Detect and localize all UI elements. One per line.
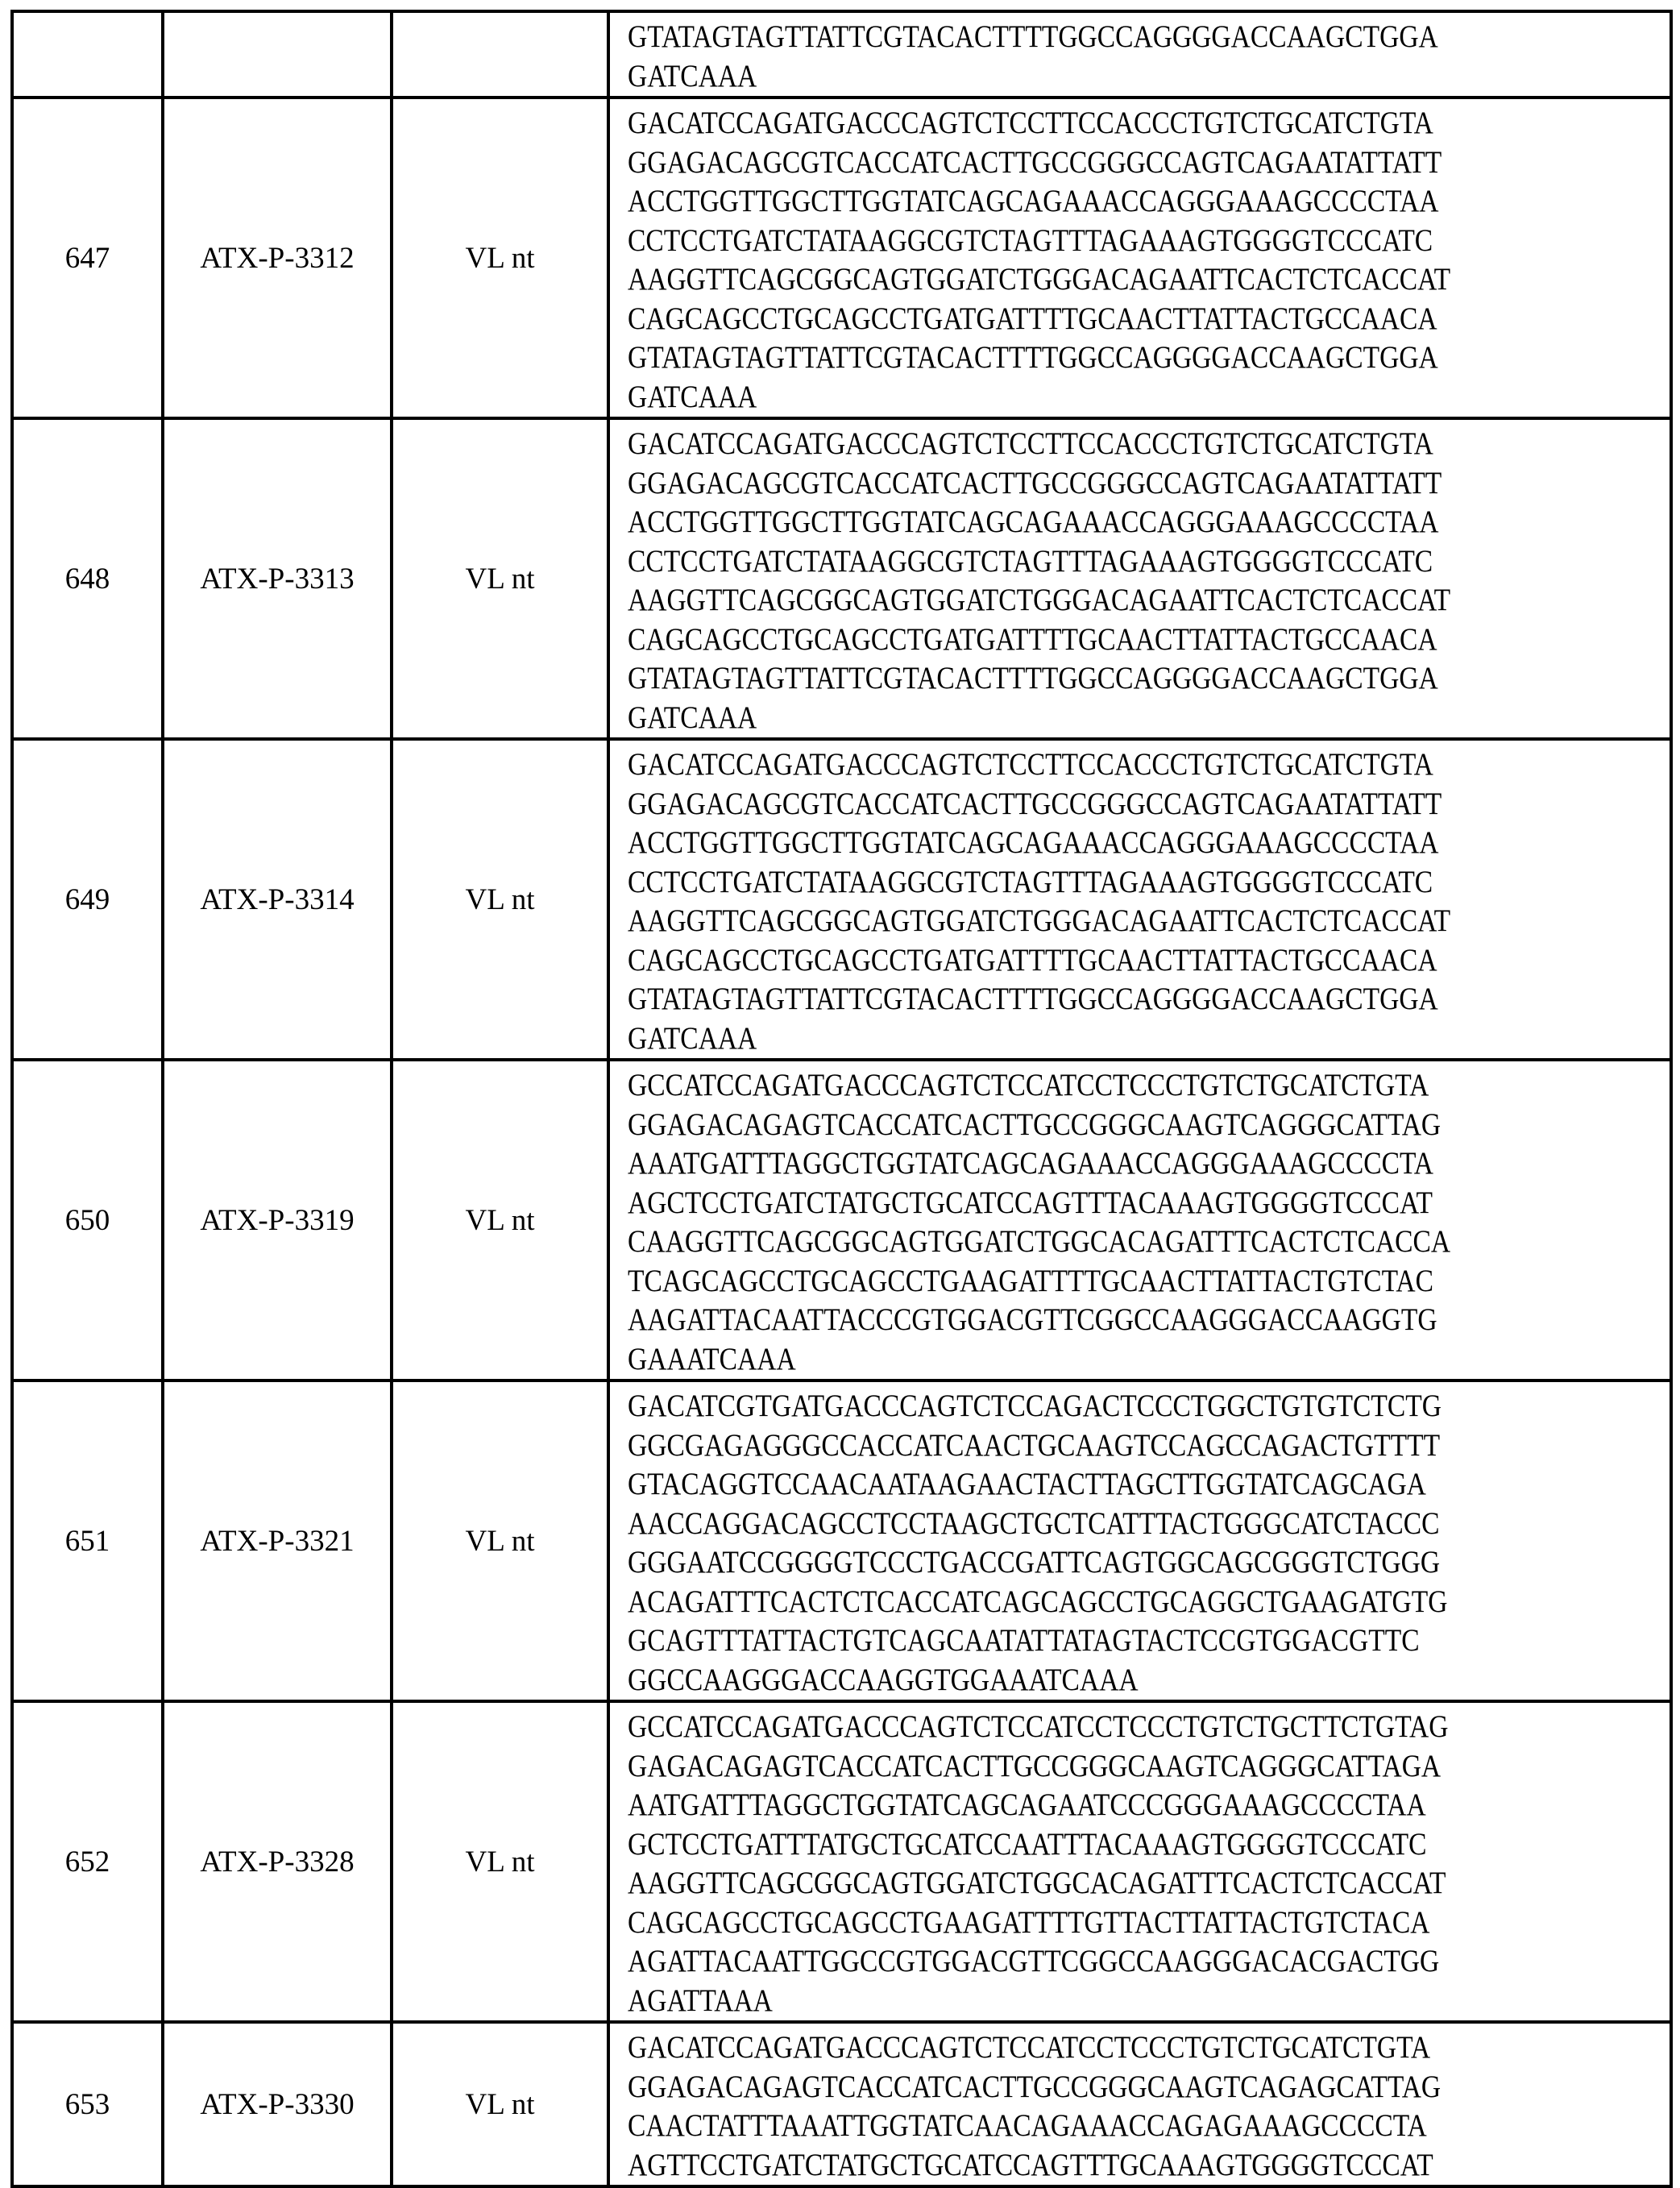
sequence-line: GGAGACAGAGTCACCATCACTTGCCGGGCAAGTCAGAGCATTAG [628, 2068, 1524, 2107]
sequence-type-cell: VL nt [392, 98, 608, 418]
seq-number-cell: 652 [12, 1701, 163, 2022]
sequence-type-cell: VL nt [392, 739, 608, 1060]
sequence-line: AAGGTTCAGCGGCAGTGGATCTGGGACAGAATTCACTCTCACCAT [628, 581, 1524, 621]
sequence-line: CAGCAGCCTGCAGCCTGATGATTTTGCAACTTATTACTGCCAACA [628, 300, 1524, 339]
sequence-line: GCCATCCAGATGACCCAGTCTCCATCCTCCCTGTCTGCATCTGTA [628, 1066, 1524, 1106]
seq-number-cell: 649 [12, 739, 163, 1060]
sequence-type-cell: VL nt [392, 1380, 608, 1701]
sequence-line: GAGACAGAGTCACCATCACTTGCCGGGCAAGTCAGGGCATTAGA [628, 1747, 1524, 1787]
seq-number-cell: 650 [12, 1060, 163, 1380]
sequence-line: GACATCCAGATGACCCAGTCTCCTTCCACCCTGTCTGCATCTGTA [628, 745, 1524, 785]
sequence-line: AATGATTTAGGCTGGTATCAGCAGAATCCCGGGAAAGCCCCTAA [628, 1786, 1524, 1825]
sequence-line: CAGCAGCCTGCAGCCTGAAGATTTTGTTACTTATTACTGTCTACA [628, 1904, 1524, 1943]
sequence-line: GTATAGTAGTTATTCGTACACTTTTGGCCAGGGGACCAAGCTGGA [628, 659, 1524, 699]
sequence-line: AGTTCCTGATCTATGCTGCATCCAGTTTGCAAAGTGGGGTCCCAT [628, 2146, 1524, 2186]
sequence-line: GTATAGTAGTTATTCGTACACTTTTGGCCAGGGGACCAAGCTGGA [628, 980, 1524, 1019]
antibody-id-cell: ATX-P-3330 [163, 2022, 392, 2186]
antibody-id-cell [163, 11, 392, 98]
sequence-line: ACAGATTTCACTCTCACCATCAGCAGCCTGCAGGCTGAAGATGTG [628, 1583, 1524, 1622]
sequence-line: AAATGATTTAGGCTGGTATCAGCAGAAACCAGGGAAAGCCCCTA [628, 1144, 1524, 1184]
sequence-line: CCTCCTGATCTATAAGGCGTCTAGTTTAGAAAGTGGGGTCCCATC [628, 222, 1524, 261]
sequence-line: AAGGTTCAGCGGCAGTGGATCTGGGACAGAATTCACTCTCACCAT [628, 902, 1524, 941]
sequence-line: CCTCCTGATCTATAAGGCGTCTAGTTTAGAAAGTGGGGTCCCATC [628, 863, 1524, 903]
sequence-line: CAGCAGCCTGCAGCCTGATGATTTTGCAACTTATTACTGCCAACA [628, 941, 1524, 981]
table-row [12, 739, 1671, 1060]
sequence-line: GACATCCAGATGACCCAGTCTCCTTCCACCCTGTCTGCATCTGTA [628, 104, 1524, 143]
nucleotide-sequence-cell [608, 739, 1671, 1060]
antibody-id-cell: ATX-P-3328 [163, 1701, 392, 2022]
sequence-line: GGGAATCCGGGGTCCCTGACCGATTCAGTGGCAGCGGGTCTGGG [628, 1543, 1524, 1583]
sequence-line: GGAGACAGCGTCACCATCACTTGCCGGGCCAGTCAGAATATTATT [628, 785, 1524, 824]
sequence-line: GCAGTTTATTACTGTCAGCAATATTATAGTACTCCGTGGACGTTC [628, 1621, 1524, 1661]
sequence-line: ACCTGGTTGGCTTGGTATCAGCAGAAACCAGGGAAAGCCCCTAA [628, 182, 1524, 222]
nucleotide-sequence-cell [608, 1701, 1671, 2022]
sequence-type-cell [392, 11, 608, 98]
antibody-id-cell: ATX-P-3319 [163, 1060, 392, 1380]
antibody-id-cell: ATX-P-3312 [163, 98, 392, 418]
sequence-line: AGATTAAA [628, 1982, 1524, 2021]
sequence-type-cell: VL nt [392, 1060, 608, 1380]
sequence-line: ACCTGGTTGGCTTGGTATCAGCAGAAACCAGGGAAAGCCCCTAA [628, 503, 1524, 542]
nucleotide-sequence-cell [608, 1380, 1671, 1701]
sequence-line: GGAGACAGCGTCACCATCACTTGCCGGGCCAGTCAGAATATTATT [628, 143, 1524, 183]
sequence-line: GCCATCCAGATGACCCAGTCTCCATCCTCCCTGTCTGCTTCTGTAG [628, 1708, 1524, 1747]
sequence-line: CAAGGTTCAGCGGCAGTGGATCTGGCACAGATTTCACTCTCACCA [628, 1223, 1524, 1262]
sequence-type-cell: VL nt [392, 418, 608, 739]
sequence-line: GGCCAAGGGACCAAGGTGGAAATCAAA [628, 1661, 1524, 1700]
nucleotide-sequence-cell [608, 2022, 1671, 2186]
table-row [12, 2022, 1671, 2186]
sequence-line: GGAGACAGCGTCACCATCACTTGCCGGGCCAGTCAGAATATTATT [628, 464, 1524, 504]
sequence-table [10, 10, 1673, 2188]
sequence-line: GTATAGTAGTTATTCGTACACTTTTGGCCAGGGGACCAAGCTGGA [628, 338, 1524, 378]
sequence-line: CCTCCTGATCTATAAGGCGTCTAGTTTAGAAAGTGGGGTCCCATC [628, 542, 1524, 582]
sequence-line: TCAGCAGCCTGCAGCCTGAAGATTTTGCAACTTATTACTGTCTAC [628, 1262, 1524, 1302]
sequence-line: AAGGTTCAGCGGCAGTGGATCTGGGACAGAATTCACTCTCACCAT [628, 260, 1524, 300]
sequence-line: GTATAGTAGTTATTCGTACACTTTTGGCCAGGGGACCAAGCTGGA [628, 18, 1524, 57]
sequence-line: ACCTGGTTGGCTTGGTATCAGCAGAAACCAGGGAAAGCCCCTAA [628, 824, 1524, 863]
sequence-line: GAAATCAAA [628, 1340, 1524, 1380]
sequence-line: GGCGAGAGGGCCACCATCAACTGCAAGTCCAGCCAGACTGTTTT [628, 1426, 1524, 1466]
seq-number-cell: 648 [12, 418, 163, 739]
nucleotide-sequence-cell [608, 11, 1671, 98]
sequence-line: GGAGACAGAGTCACCATCACTTGCCGGGCAAGTCAGGGCATTAG [628, 1106, 1524, 1145]
antibody-id-cell: ATX-P-3314 [163, 739, 392, 1060]
sequence-type-cell: VL nt [392, 2022, 608, 2186]
sequence-line: GACATCGTGATGACCCAGTCTCCAGACTCCCTGGCTGTGTCTCTG [628, 1387, 1524, 1426]
seq-number-cell: 653 [12, 2022, 163, 2186]
nucleotide-sequence-cell [608, 1060, 1671, 1380]
sequence-line: GACATCCAGATGACCCAGTCTCCTTCCACCCTGTCTGCATCTGTA [628, 425, 1524, 464]
sequence-line: GATCAAA [628, 57, 1524, 97]
table-row [12, 1380, 1671, 1701]
sequence-line: GATCAAA [628, 699, 1524, 738]
seq-number-cell [12, 11, 163, 98]
sequence-line: AACCAGGACAGCCTCCTAAGCTGCTCATTTACTGGGCATCTACCC [628, 1505, 1524, 1544]
nucleotide-sequence-cell [608, 418, 1671, 739]
sequence-line: GCTCCTGATTTATGCTGCATCCAATTTACAAAGTGGGGTCCCATC [628, 1825, 1524, 1865]
antibody-id-cell: ATX-P-3313 [163, 418, 392, 739]
sequence-line: AAGATTACAATTACCCGTGGACGTTCGGCCAAGGGACCAAGGTG [628, 1301, 1524, 1340]
sequence-line: GATCAAA [628, 378, 1524, 417]
sequence-line: GACATCCAGATGACCCAGTCTCCATCCTCCCTGTCTGCATCTGTA [628, 2028, 1524, 2068]
sequence-line: GTACAGGTCCAACAATAAGAACTACTTAGCTTGGTATCAGCAGA [628, 1465, 1524, 1505]
table-row [12, 98, 1671, 418]
sequence-line: AGATTACAATTGGCCGTGGACGTTCGGCCAAGGGACACGACTGG [628, 1942, 1524, 1982]
seq-number-cell: 651 [12, 1380, 163, 1701]
table-row [12, 1060, 1671, 1380]
sequence-line: AGCTCCTGATCTATGCTGCATCCAGTTTACAAAGTGGGGTCCCAT [628, 1184, 1524, 1223]
nucleotide-sequence-cell [608, 98, 1671, 418]
antibody-id-cell: ATX-P-3321 [163, 1380, 392, 1701]
table-row [12, 1701, 1671, 2022]
sequence-line: GATCAAA [628, 1019, 1524, 1059]
sequence-line: CAACTATTTAAATTGGTATCAACAGAAACCAGAGAAAGCCCCTA [628, 2107, 1524, 2146]
sequence-table-body [12, 11, 1671, 2186]
sequence-line: CAGCAGCCTGCAGCCTGATGATTTTGCAACTTATTACTGCCAACA [628, 621, 1524, 660]
table-row [12, 11, 1671, 98]
sequence-line: AAGGTTCAGCGGCAGTGGATCTGGCACAGATTTCACTCTCACCAT [628, 1864, 1524, 1904]
seq-number-cell: 647 [12, 98, 163, 418]
sequence-type-cell: VL nt [392, 1701, 608, 2022]
table-row [12, 418, 1671, 739]
